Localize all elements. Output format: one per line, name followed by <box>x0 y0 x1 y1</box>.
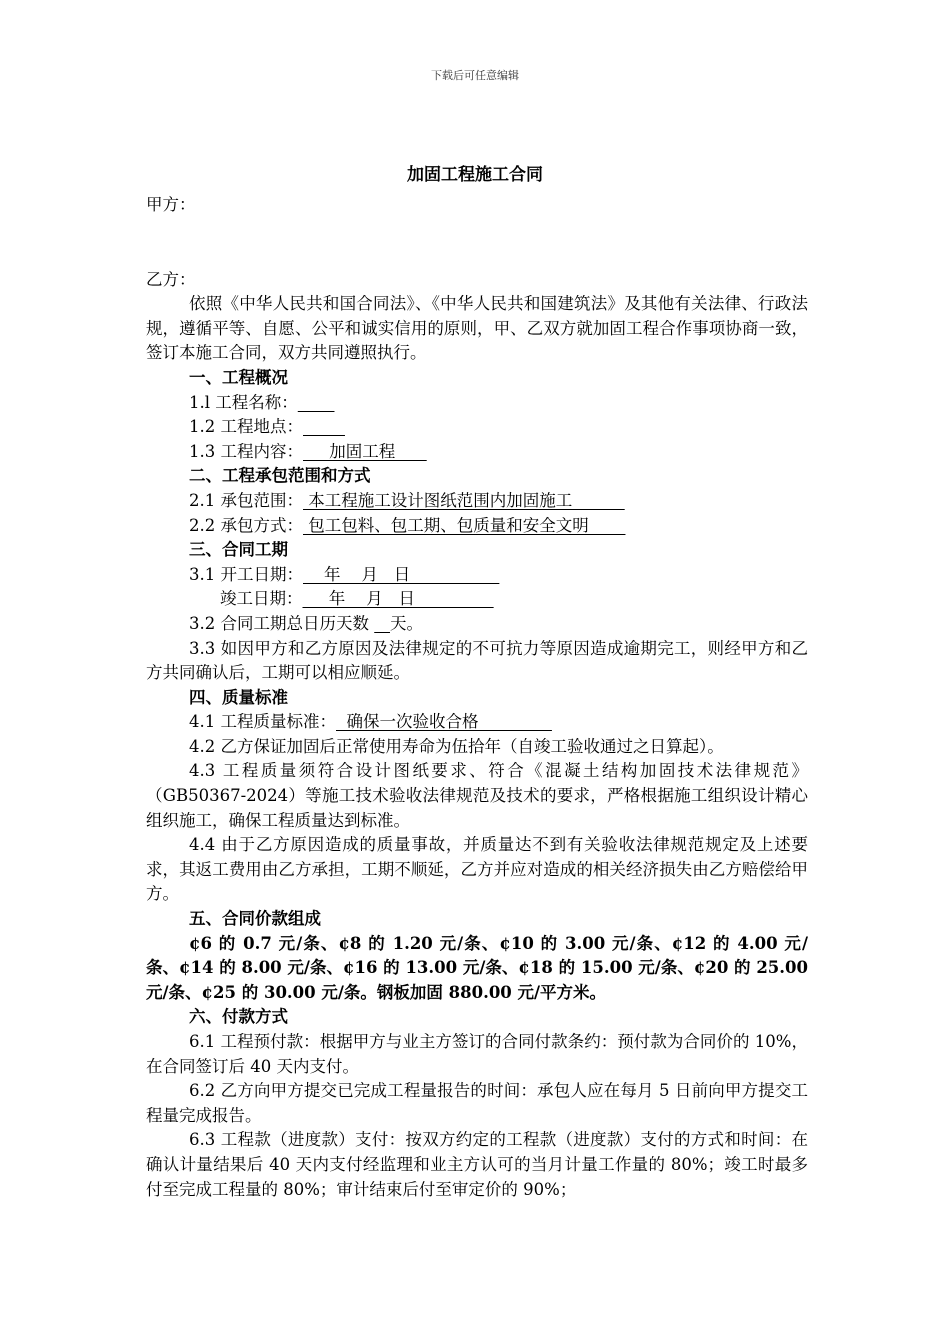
section-3-heading: 三、合同工期 <box>189 540 288 560</box>
party-a-label: 甲方： <box>146 195 196 214</box>
project-name-field <box>298 393 335 412</box>
mode-line <box>146 514 808 539</box>
section-6-heading: 六、付款方式 <box>189 1007 288 1027</box>
paragraph-6-2: 6.2 乙方向甲方提交已完成工程量报告的时间：承包人应在每月 5 日前向甲方提交工程量完成报告。 <box>146 1081 808 1125</box>
end-date-field: 年 月 日 <box>302 589 494 609</box>
project-name-label: 1.l 工程名称： <box>189 392 298 412</box>
quality-standard-label: 4.1 工程质量标准： <box>189 712 336 732</box>
paragraph-4-4: 4.4 由于乙方原因造成的质量事故，并质量达不到有关验收法律规范规定及上述要求，其返工费用由乙方承担，工期不顺延，乙方并应对造成的相关经济损失由乙方赔偿给甲方。 <box>146 835 808 904</box>
total-days-label: 3.2 合同工期总日历天数 <box>189 613 375 633</box>
section-2-heading: 二、工程承包范围和方式 <box>189 466 371 486</box>
section-5-heading: 五、合同价款组成 <box>189 909 321 929</box>
page-header: 下载后可任意编辑 <box>431 69 519 82</box>
contract-body <box>146 193 808 1202</box>
paragraph-4-3: 4.3 工程质量须符合设计图纸要求、符合《混凝土结构加固技术法律规范》（GB50367-2024）等施工技术验收法律规范及技术的要求，严格根据施工组织设计精心组织施工，确保工程质量达到标准。 <box>146 761 808 830</box>
quality-standard-line <box>146 710 808 735</box>
end-date-line <box>146 587 808 612</box>
project-content-line <box>146 440 808 465</box>
scope-label: 2.1 承包范围： <box>189 490 303 510</box>
scope-line <box>146 489 808 514</box>
mode-field: 包工包料、包工期、包质量和安全文明 <box>303 515 626 535</box>
party-b-label: 乙方： <box>146 269 196 289</box>
paragraph-6-3: 6.3 工程款（进度款）支付：按双方约定的工程款（进度款）支付的方式和时间：在确认计量结果后 40 天内支付经监理和业主方认可的当月计量工作量的 80%；竣工时最多付至完成工程量的 80%；审计结束后付至审定价的 90%； <box>146 1130 808 1199</box>
mode-label: 2.2 承包方式： <box>189 515 303 535</box>
price-list-paragraph: ¢6 的 0.7 元/条、¢8 的 1.20 元/条、¢10 的 3.00 元/条、¢12 的 4.00 元/条、¢14 的 8.00 元/条、¢16 的 13.00 元/条、¢18 的 15.00 元/条、¢20 的 25.00 元/条、¢25 的 30.00 元/条。钢板加固 880.00 元/平方米。 <box>146 933 808 1002</box>
project-location-label: 1.2 工程地点： <box>189 417 303 437</box>
end-date-label: 竣工日期： <box>220 589 303 609</box>
project-content-field: 加固工程 <box>303 441 427 461</box>
scope-field: 本工程施工设计图纸范围内加固施工 <box>303 490 625 510</box>
paragraph-6-1: 6.1 工程预付款：根据甲方与业主方签订的合同付款条约：预付款为合同价的 10%，在合同签订后 40 天内支付。 <box>146 1032 808 1076</box>
start-date-label: 3.1 开工日期： <box>189 564 303 584</box>
intro-paragraph: 依照《中华人民共和国合同法》、《中华人民共和国建筑法》及其他有关法律、行政法规，遵循平等、自愿、公平和诚实信用的原则，甲、乙双方就加固工程合作事项协商一致，签订本施工合同，双方共同遵照执行。 <box>146 294 808 363</box>
start-date-line <box>146 563 808 588</box>
total-days-field <box>374 614 390 633</box>
start-date-field: 年 月 日 <box>303 564 500 584</box>
project-location-field <box>303 417 345 436</box>
total-days-line <box>146 612 808 637</box>
document-title: 加固工程施工合同 <box>407 165 543 185</box>
party-a-blank-space <box>146 218 808 268</box>
delay-paragraph: 3.3 如因甲方和乙方原因及法律规定的不可抗力等原因造成逾期完工，则经甲方和乙方共同确认后，工期可以相应顺延。 <box>146 638 808 683</box>
section-1-heading: 一、工程概况 <box>189 367 288 387</box>
project-location-line <box>146 415 808 440</box>
quality-standard-field: 确保一次验收合格 <box>336 712 552 732</box>
total-days-suffix: 天。 <box>389 613 423 633</box>
project-content-label: 1.3 工程内容： <box>189 441 303 461</box>
project-name-line <box>146 391 808 416</box>
paragraph-4-2: 4.2 乙方保证加固后正常使用寿命为伍拾年（自竣工验收通过之日算起）。 <box>189 736 724 756</box>
section-4-heading: 四、质量标准 <box>189 687 288 707</box>
